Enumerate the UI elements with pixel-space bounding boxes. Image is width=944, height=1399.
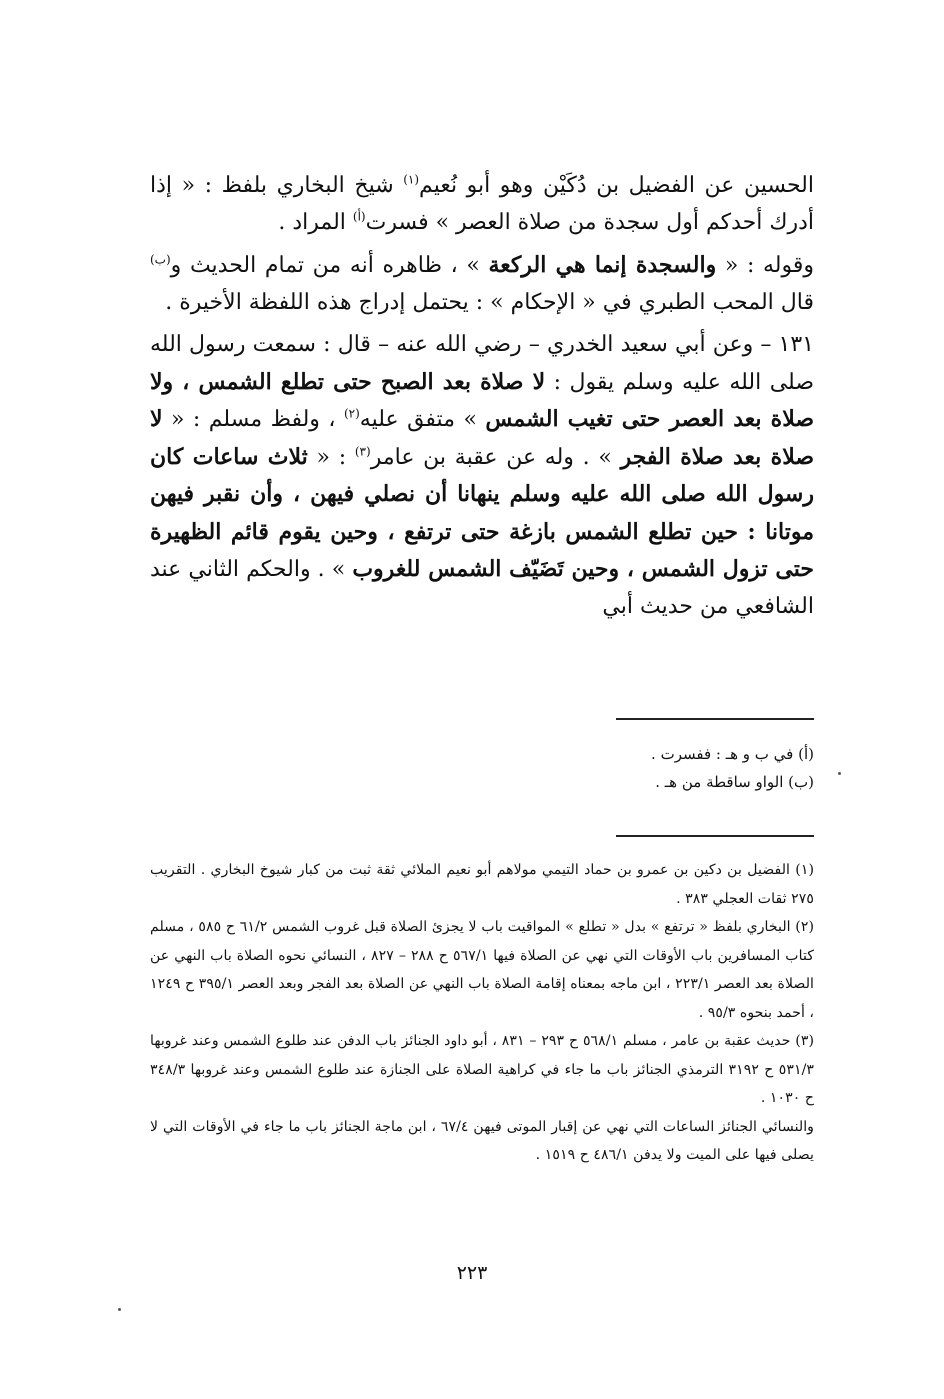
footnote-marker: (٢) <box>343 406 360 421</box>
footnote-marker: (١) <box>403 172 420 187</box>
footnote-divider <box>616 835 814 837</box>
text-run: » ، ظاهره أنه من تمام الحديث و <box>170 253 489 278</box>
footnote: (٣) حديث عقبة بن عامر ، مسلم ٥٦٨/١ ح ٢٩٣ – ٨٣١ ، أبو داود الجنائز باب الدفن عند طلوع الشمس وعند غروبها ٥٣١/٣ ح ٣١٩٢ الترمذي الجنائز باب ما جاء في كراهية الصلاة على الجنازة عند طلوع الشمس وعند غروبها ٣٤٨/٣ ح ١٠٣٠ . <box>150 1033 814 1106</box>
footnote: (١) الفضيل بن دكين بن عمرو بن حماد التيمي مولاهم أبو نعيم الملائي ثقة ثبت من كبار شيوخ البخاري . التقريب ٢٧٥ ثقات العجلي ٣٨٣ . <box>150 862 814 907</box>
bold-hadith: لا صلاة بعد صلاة الفجر <box>150 406 815 470</box>
text-run: شيخ البخاري بلفظ : « إذا أدرك أحدكم أول سجدة من صلاة العصر » فسرت <box>150 173 814 235</box>
text-run: وقوله : « <box>716 253 815 278</box>
variant-notes <box>150 740 814 796</box>
variant-marker: (أ) <box>352 209 366 224</box>
footnotes <box>150 856 814 1170</box>
footnote-divider <box>616 718 814 720</box>
variant-note: (ب) الواو ساقطة من هـ . <box>655 773 814 791</box>
paragraph-2 <box>150 247 814 321</box>
bold-hadith: ثلاث ساعات كان رسول الله صلى الله عليه وسلم ينهانا أن نصلي فيهن ، وأن نقبر فيهن موتانا : حين تطلع الشمس بازغة حتى ترتفع ، وحين يقوم قائم الظهيرة حتى تزول الشمس ، وحين تَضَيّف الشمس للغروب <box>150 443 814 582</box>
paragraph-1 <box>150 168 814 241</box>
text-run: : « <box>307 444 355 470</box>
scan-speck <box>838 772 841 775</box>
text-run: » متفق عليه <box>359 407 486 432</box>
paragraph-3 <box>150 327 814 625</box>
scan-speck <box>118 1308 121 1311</box>
text-run: المراد . <box>278 209 353 235</box>
footnote-marker: (٣) <box>354 444 371 459</box>
main-text <box>150 168 814 631</box>
text-run: ١٣١ – وعن أبي سعيد الخدري – رضي الله عنه – قال : سمعت رسول الله صلى الله عليه وسلم يقول : <box>150 332 814 395</box>
variant-note: (أ) في ب و هـ : ففسرت . <box>651 745 814 763</box>
bold-hadith: لا صلاة بعد الصبح حتى تطلع الشمس ، ولا صلاة بعد العصر حتى تغيب الشمس <box>150 368 815 432</box>
text-run: ، ولفظ مسلم : « <box>162 407 344 432</box>
text-run: » . والحكم الثاني عند الشافعي من حديث أبي <box>150 557 814 619</box>
text-run: » . وله عن عقبة بن عامر <box>370 444 621 470</box>
text-run: قال المحب الطبري في « الإحكام » : يحتمل إدراج هذه اللفظة الأخيرة . <box>165 289 814 315</box>
bold-quote: والسجدة إنما هي الركعة <box>488 252 717 278</box>
footnote: والنسائي الجنائز الساعات التي نهي عن إقبار الموتى فيهن ٦٧/٤ ، ابن ماجة الجنائز باب ما جاء في الأوقات التي لا يصلى فيها على الميت ولا يدفن ٤٨٦/١ ح ١٥١٩ . <box>150 1118 814 1163</box>
text-run: الحسين عن الفضيل بن دُكَيْن وهو أبو نُعيم <box>419 173 814 198</box>
variant-marker: (ب) <box>150 252 171 267</box>
page-number: ٢٢٣ <box>456 1262 488 1284</box>
footnote: (٢) البخاري بلفظ « ترتفع » بدل « تطلع » المواقيت باب لا يجزئ الصلاة قبل غروب الشمس ٦١/٢ ح ٥٨٥ ، مسلم كتاب المسافرين باب الأوقات التي نهي عن الصلاة فيها ٥٦٧/١ ح ٢٨٨ – ٨٢٧ ، النسائي نحوه الصلاة باب النهي عن الصلاة بعد العصر ٢٢٣/١ ، ابن ماجه بمعناه إقامة الصلاة باب النهي عن الصلاة بعد الفجر وبعد العصر ٣٩٥/١ ح ١٢٤٩ ، أحمد بنحوه ٩٥/٣ . <box>150 919 815 1021</box>
